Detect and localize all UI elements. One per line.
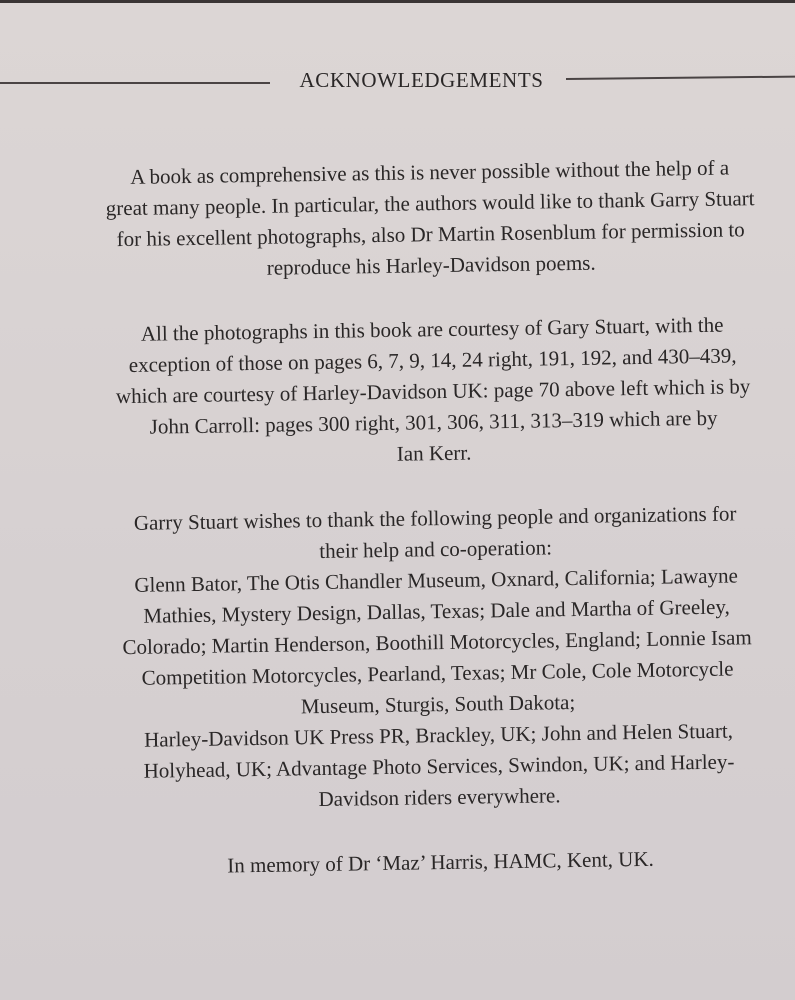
page-title: ACKNOWLEDGEMENTS (299, 68, 544, 92)
acknowledgements-body (62, 151, 795, 883)
text-line: Mathies, Mystery Design, Dallas, Texas; Dale and Martha of Greeley, (143, 594, 730, 628)
heading-rule-right (566, 76, 795, 80)
text-line: All the photographs in this book are courtesy of Gary Stuart, with the (140, 312, 724, 346)
intro-paragraph (62, 151, 795, 287)
text-line: Holyhead, UK; Advantage Photo Services, Swindon, UK; and Harley- (143, 749, 735, 783)
photo-credits-paragraph (64, 308, 795, 475)
memorial-paragraph (73, 841, 795, 884)
text-line: which are courtesy of Harley-Davidson UK: page 70 above left which is by (115, 374, 751, 409)
text-line: Harley-Davidson UK Press PR, Brackley, UK; John and Helen Stuart, (143, 718, 734, 752)
text-line: John Carroll: pages 300 right, 301, 306, 311, 313–319 which are by (149, 405, 718, 439)
text-line: Competition Motorcycles, Pearland, Texas; Mr Cole, Cole Motorcycle (141, 656, 734, 690)
thanks-paragraph (67, 497, 795, 819)
text-line: Colorado; Martin Henderson, Boothill Motorcycles, England; Lonnie Isam (122, 625, 752, 660)
text-line: In memory of Dr ‘Maz’ Harris, HAMC, Kent, UK. (227, 846, 654, 878)
text-line: reproduce his Harley-Davidson poems. (266, 250, 596, 280)
text-line: great many people. In particular, the authors would like to thank Garry Stuart (105, 186, 755, 221)
text-line: A book as comprehensive as this is never possible without the help of a (130, 155, 730, 189)
text-line: for his excellent photographs, also Dr Martin Rosenblum for permission to (116, 217, 745, 252)
text-line: Glenn Bator, The Otis Chandler Museum, Oxnard, California; Lawayne (134, 563, 739, 597)
text-line: Davidson riders everywhere. (318, 783, 561, 812)
text-line: exception of those on pages 6, 7, 9, 14, 24 right, 191, 192, and 430–439, (128, 343, 737, 377)
page-top-edge (0, 0, 795, 3)
text-line: Ian Kerr. (396, 440, 472, 466)
heading-rule-left (0, 82, 270, 84)
text-line: their help and co-operation: (319, 535, 553, 564)
text-line: Garry Stuart wishes to thank the following people and organizations for (133, 501, 737, 535)
heading-row (0, 66, 795, 100)
text-line: Museum, Sturgis, South Dakota; (300, 690, 576, 719)
